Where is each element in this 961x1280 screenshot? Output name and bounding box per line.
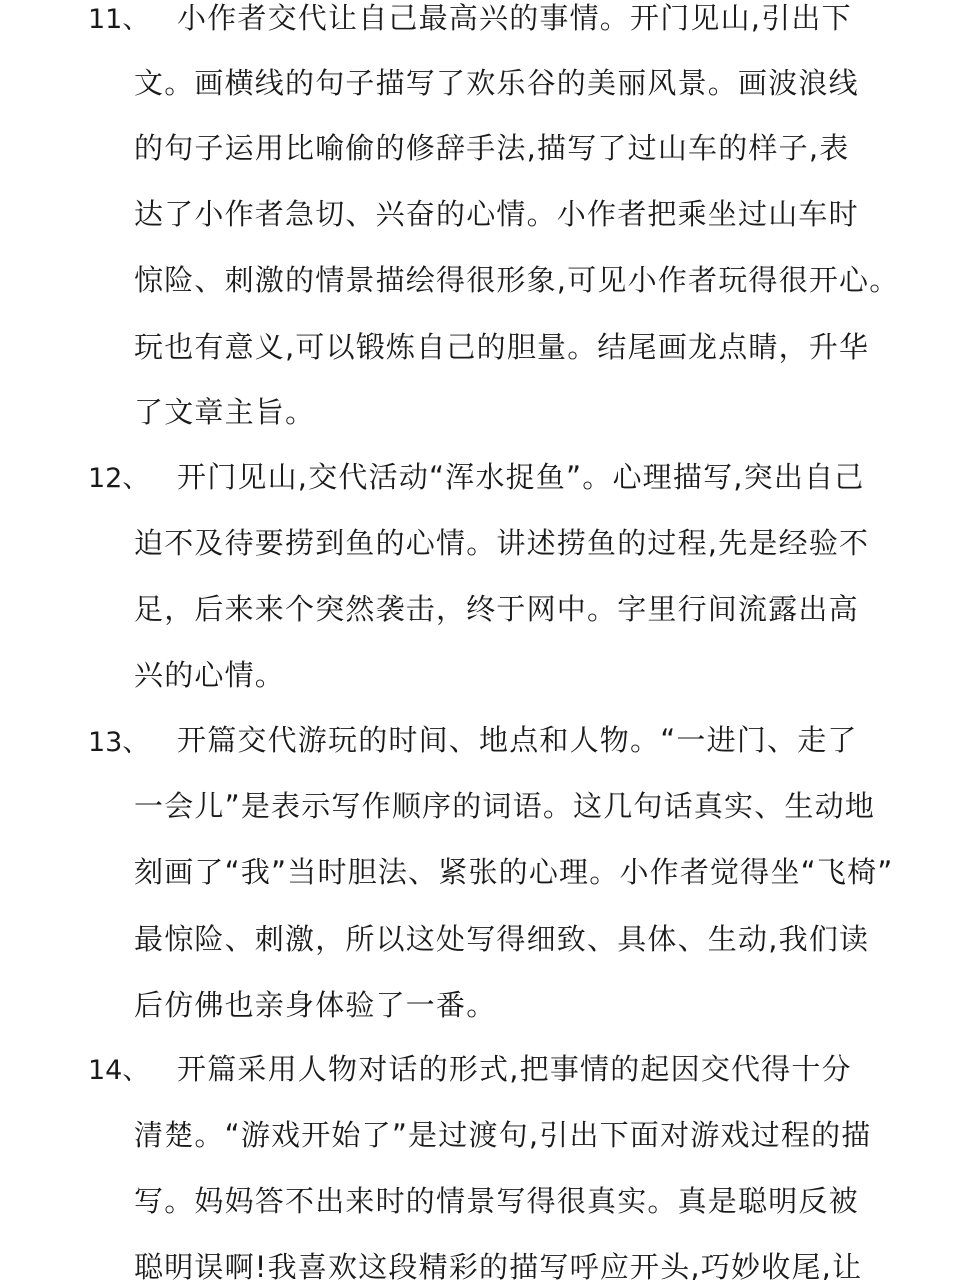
entry-text-line: 达了小作者急切、兴奋的心情。小作者把乘坐过山车时 xyxy=(134,197,859,231)
entry-text-line: 清楚。“游戏开始了”是过渡句,引出下面对游戏过程的描 xyxy=(134,1118,872,1152)
entry-text-line: 的句子运用比喻偷的修辞手法,描写了过山车的样子,表 xyxy=(134,131,850,165)
entry-text-line: 小作者交代让自己最高兴的事情。开门见山,引出下 xyxy=(177,1,852,35)
entry-text-line: 写。妈妈答不出来时的情景写得很真实。真是聪明反被 xyxy=(134,1184,859,1218)
entry-text-line: 文。画横线的句子描写了欢乐谷的美丽风景。画波浪线 xyxy=(134,66,859,100)
entry-text-line: 开篇采用人物对话的形式,把事情的起因交代得十分 xyxy=(177,1052,852,1086)
entry-number: 12、 xyxy=(88,463,150,494)
entry-text-line: 最惊险、刺激，所以这处写得细致、具体、生动,我们读 xyxy=(134,922,870,956)
entry-text-line: 兴的心情。 xyxy=(134,658,286,692)
entry-text-line: 了文章主旨。 xyxy=(134,395,316,429)
entry-text-line: 开门见山,交代活动“浑水捉鱼”。心理描写,突出自己 xyxy=(177,460,865,494)
entry-number: 13、 xyxy=(88,727,150,758)
entry-text-line: 刻画了“我”当时胆法、紧张的心理。小作者觉得坐“飞椅” xyxy=(134,855,894,889)
entry-text-line: 一会儿”是表示写作顺序的词语。这几句话真实、生动地 xyxy=(134,789,876,823)
entry-number: 14、 xyxy=(88,1055,150,1086)
entry-text-line: 开篇交代游玩的时间、地点和人物。“一进门、走了 xyxy=(177,723,858,757)
entry-number: 11、 xyxy=(88,4,150,35)
entry-text-line: 聪明误啊!我喜欢这段精彩的描写呼应开头,巧妙收尾,让 xyxy=(134,1250,863,1280)
entry-text-line: 惊险、刺激的情景描绘得很形象,可见小作者玩得很开心。 xyxy=(134,263,900,297)
entry-text-line: 后仿佛也亲身体验了一番。 xyxy=(134,988,497,1022)
entry-text-line: 迫不及待要捞到鱼的心情。讲述捞鱼的过程,先是经验不 xyxy=(134,526,870,560)
entry-text-line: 足，后来来个突然袭击，终于网中。字里行间流露出高 xyxy=(134,592,859,626)
entry-text-line: 玩也有意义,可以锻炼自己的胆量。结尾画龙点睛，升华 xyxy=(134,330,870,364)
